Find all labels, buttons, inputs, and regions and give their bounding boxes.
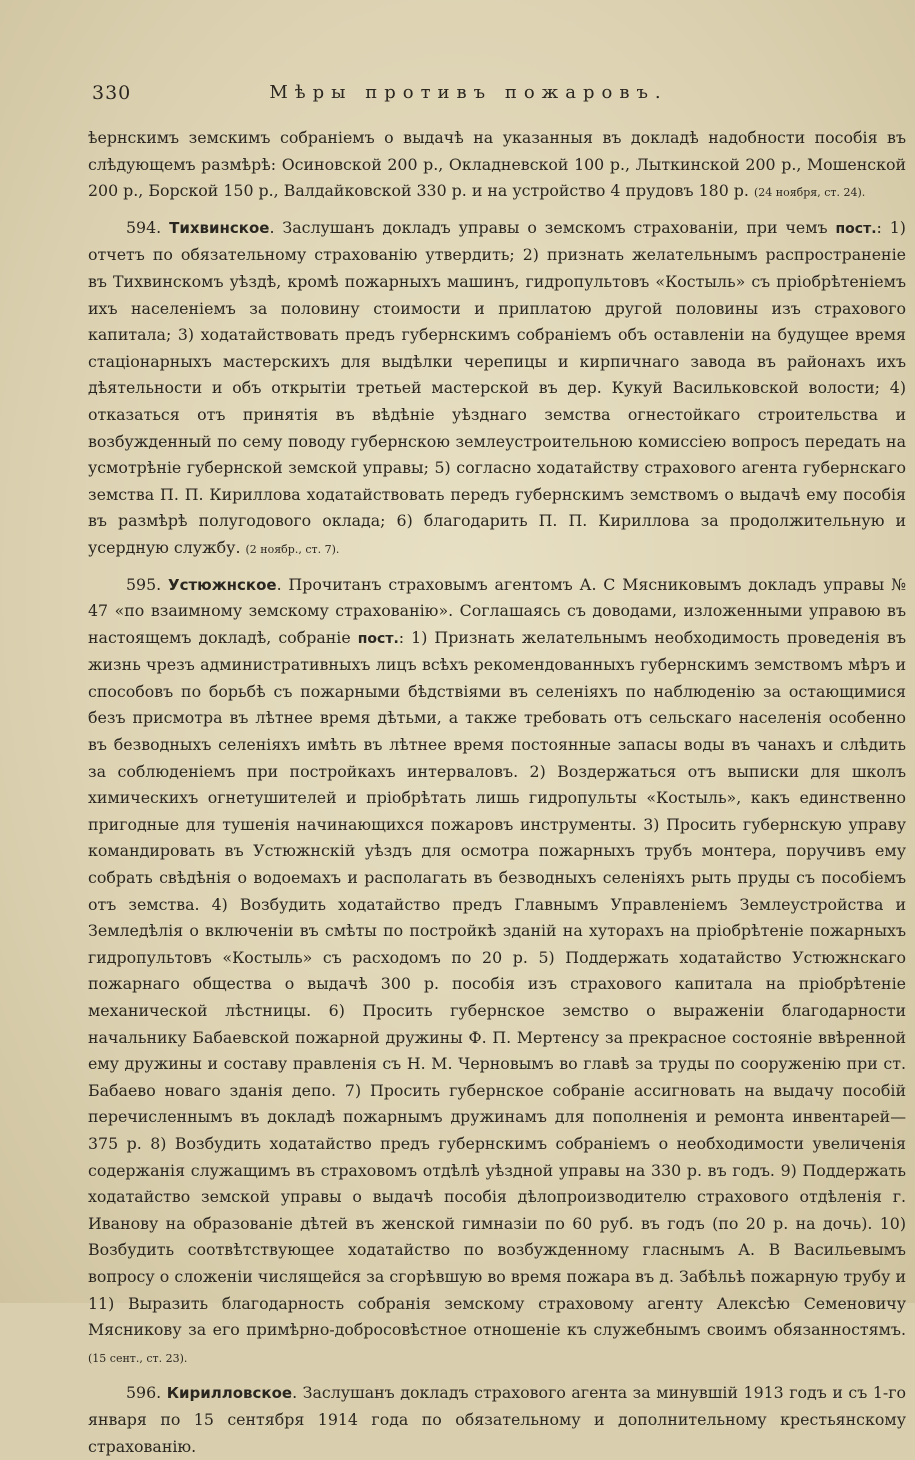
resolution-mark: пост. [835, 220, 877, 237]
running-title: Мѣры противъ пожаровъ. [269, 82, 668, 103]
paragraph-594 [88, 215, 906, 564]
page-number: 330 [92, 82, 132, 104]
source-reference: (24 ноября, ст. 24). [753, 186, 866, 200]
paragraph-595 [88, 572, 906, 1373]
source-reference: (15 сент., ст. 23). [88, 1351, 188, 1365]
section-heading: Устюжнское [168, 575, 277, 594]
paragraph-number: 594. [126, 217, 162, 237]
paragraph-text: . Заслушанъ докладъ страхового агента за минувшій 1913 годъ и съ 1-го января по 15 сентября 1914 года по обязательному и дополнительному крестьянскому страхованію. [88, 1383, 906, 1456]
paragraph-text: : 1) отчетъ по обязательному страхованію утвердить; 2) признать желательнымъ распространеніе въ Тихвинскомъ уѣздѣ, кромѣ пожарныхъ машинъ, гидропультовъ «Костыль» съ пріобрѣтеніемъ ихъ населеніемъ за половину стоимости и приплатою другой половины изъ страхового капитала; 3) ходатайствовать предъ губернскимъ собраніемъ объ оставленіи на будущее время стаціонарныхъ мастерскихъ для выдѣлки черепицы и кирпичнаго завода въ районахъ ихъ дѣятельности и объ открытіи третьей мастерской въ дер. Кукуй Васильковской волости; 4) отказаться отъ принятія въ вѣдѣніе уѣзднаго земства огнестойкаго строительства и возбужденный по сему поводу губернскою землеустроительною комиссіею вопросъ передать на усмотрѣніе губернской земской управы; 5) согласно ходатайству страхового агента губернскаго земства П. П. Кириллова ходатайствовать передъ губернскимъ земствомъ о выдачѣ ему пособія въ размѣрѣ полугодового оклада; 6) благодарить П. П. Кириллова за продолжительную и усердную службу. [88, 217, 906, 557]
page-header [92, 82, 845, 112]
source-reference: (2 ноябр., ст. 7). [245, 542, 340, 556]
section-heading: Тихвинское [169, 218, 270, 237]
paragraph-596 [88, 1380, 906, 1460]
document-body [88, 125, 906, 1460]
paragraph-text: . Заслушанъ докладъ управы о земскомъ страхованіи, при чемъ [269, 217, 828, 237]
paragraph-text: ѣернскимъ земскимъ собраніемъ о выдачѣ на указанныя въ докладѣ надобности пособія въ слѣдующемъ размѣрѣ: Осиновской 200 р., Окладневской 100 р., Лыткинской 200 р., Мошенской 200 р., Борской 150 р., Валдайковской 330 р. и на устройство 4 прудовъ 180 р. [88, 128, 906, 201]
paragraph-number: 596. [126, 1383, 162, 1403]
paragraph-number: 595. [126, 574, 162, 594]
paragraph-continuation [88, 125, 906, 207]
resolution-mark: пост. [357, 630, 399, 647]
paragraph-text: : 1) Признать желательнымъ необходимость проведенія въ жизнь чрезъ административныхъ лицъ всѣхъ рекомендованныхъ губернскимъ земствомъ мѣръ и способовъ по борьбѣ съ пожарными бѣдствіями въ селеніяхъ по наблюденію за остающимися безъ присмотра въ лѣтнее время дѣтьми, а также требовать отъ сельскаго населенія особенно въ безводныхъ селеніяхъ имѣть въ лѣтнее время постоянные запасы воды въ чанахъ и слѣдить за соблюденіемъ при постройкахъ интерваловъ. 2) Воздержаться отъ выписки для школъ химическихъ огнетушителей и пріобрѣтать лишь гидропульты «Костыль», какъ единственно пригодные для тушенія начинающихся пожаровъ инструменты. 3) Просить губернскую управу командировать въ Устюжнскій уѣздъ для осмотра пожарныхъ трубъ монтера, поручивъ ему собрать свѣдѣнія о водоемахъ и располагать въ безводныхъ селеніяхъ рыть пруды съ пособіемъ отъ земства. 4) Возбудить ходатайство предъ Главнымъ Управленіемъ Землеустройства и Земледѣлія о включеніи въ смѣты по постройкѣ зданій на хуторахъ на пріобрѣтеніе пожарныхъ гидропультовъ «Костыль» съ расходомъ по 20 р. 5) Поддержать ходатайство Устюжнскаго пожарнаго общества о выдачѣ 300 р. пособія изъ страхового капитала на пріобрѣтеніе механической лѣстницы. 6) Просить губернское земство о выраженіи благодарности начальнику Бабаевской пожарной дружины Ф. П. Мертенсу за прекрасное состояніе ввѣренной ему дружины и составу правленія съ Н. М. Черновымъ во главѣ за труды по сооруженію при ст. Бабаево новаго зданія депо. 7) Просить губернское собраніе ассигновать на выдачу пособій перечисленнымъ въ докладѣ пожарнымъ дружинамъ для пополненія и ремонта инвентарей—375 р. 8) Возбудить ходатайство предъ губернскимъ собраніемъ о необходимости увеличенія содержанія служащимъ въ страховомъ отдѣлѣ уѣздной управы на 330 р. въ годъ. 9) Поддержать ходатайство земской управы о выдачѣ пособія дѣлопроизводителю страхового отдѣленія г. Иванову на образованіе дѣтей въ женской гимназіи по 60 руб. въ годъ (по 20 р. на дочь). 10) Возбудить соотвѣтствующее ходатайство по возбужденному гласнымъ А. В Васильевымъ вопросу о сложеніи числящейся за сгорѣвшую во время пожара въ д. Забѣльѣ пожарную трубу и 11) Выразить благодарность собранія земскому страховому агенту Алексѣю Семеновичу Мясникову за его примѣрно-добросовѣстное отношеніе къ служебнымъ своимъ обязанностямъ. [88, 627, 906, 1340]
paragraph-text: . Прочитанъ страховымъ агентомъ А. С Мясниковымъ докладъ управы № 47 «по взаимному земскому страхованію». Соглашаясь съ доводами, изложенными управою въ настоящемъ докладѣ, собраніе [88, 574, 906, 647]
section-heading: Кирилловское [166, 1384, 293, 1403]
